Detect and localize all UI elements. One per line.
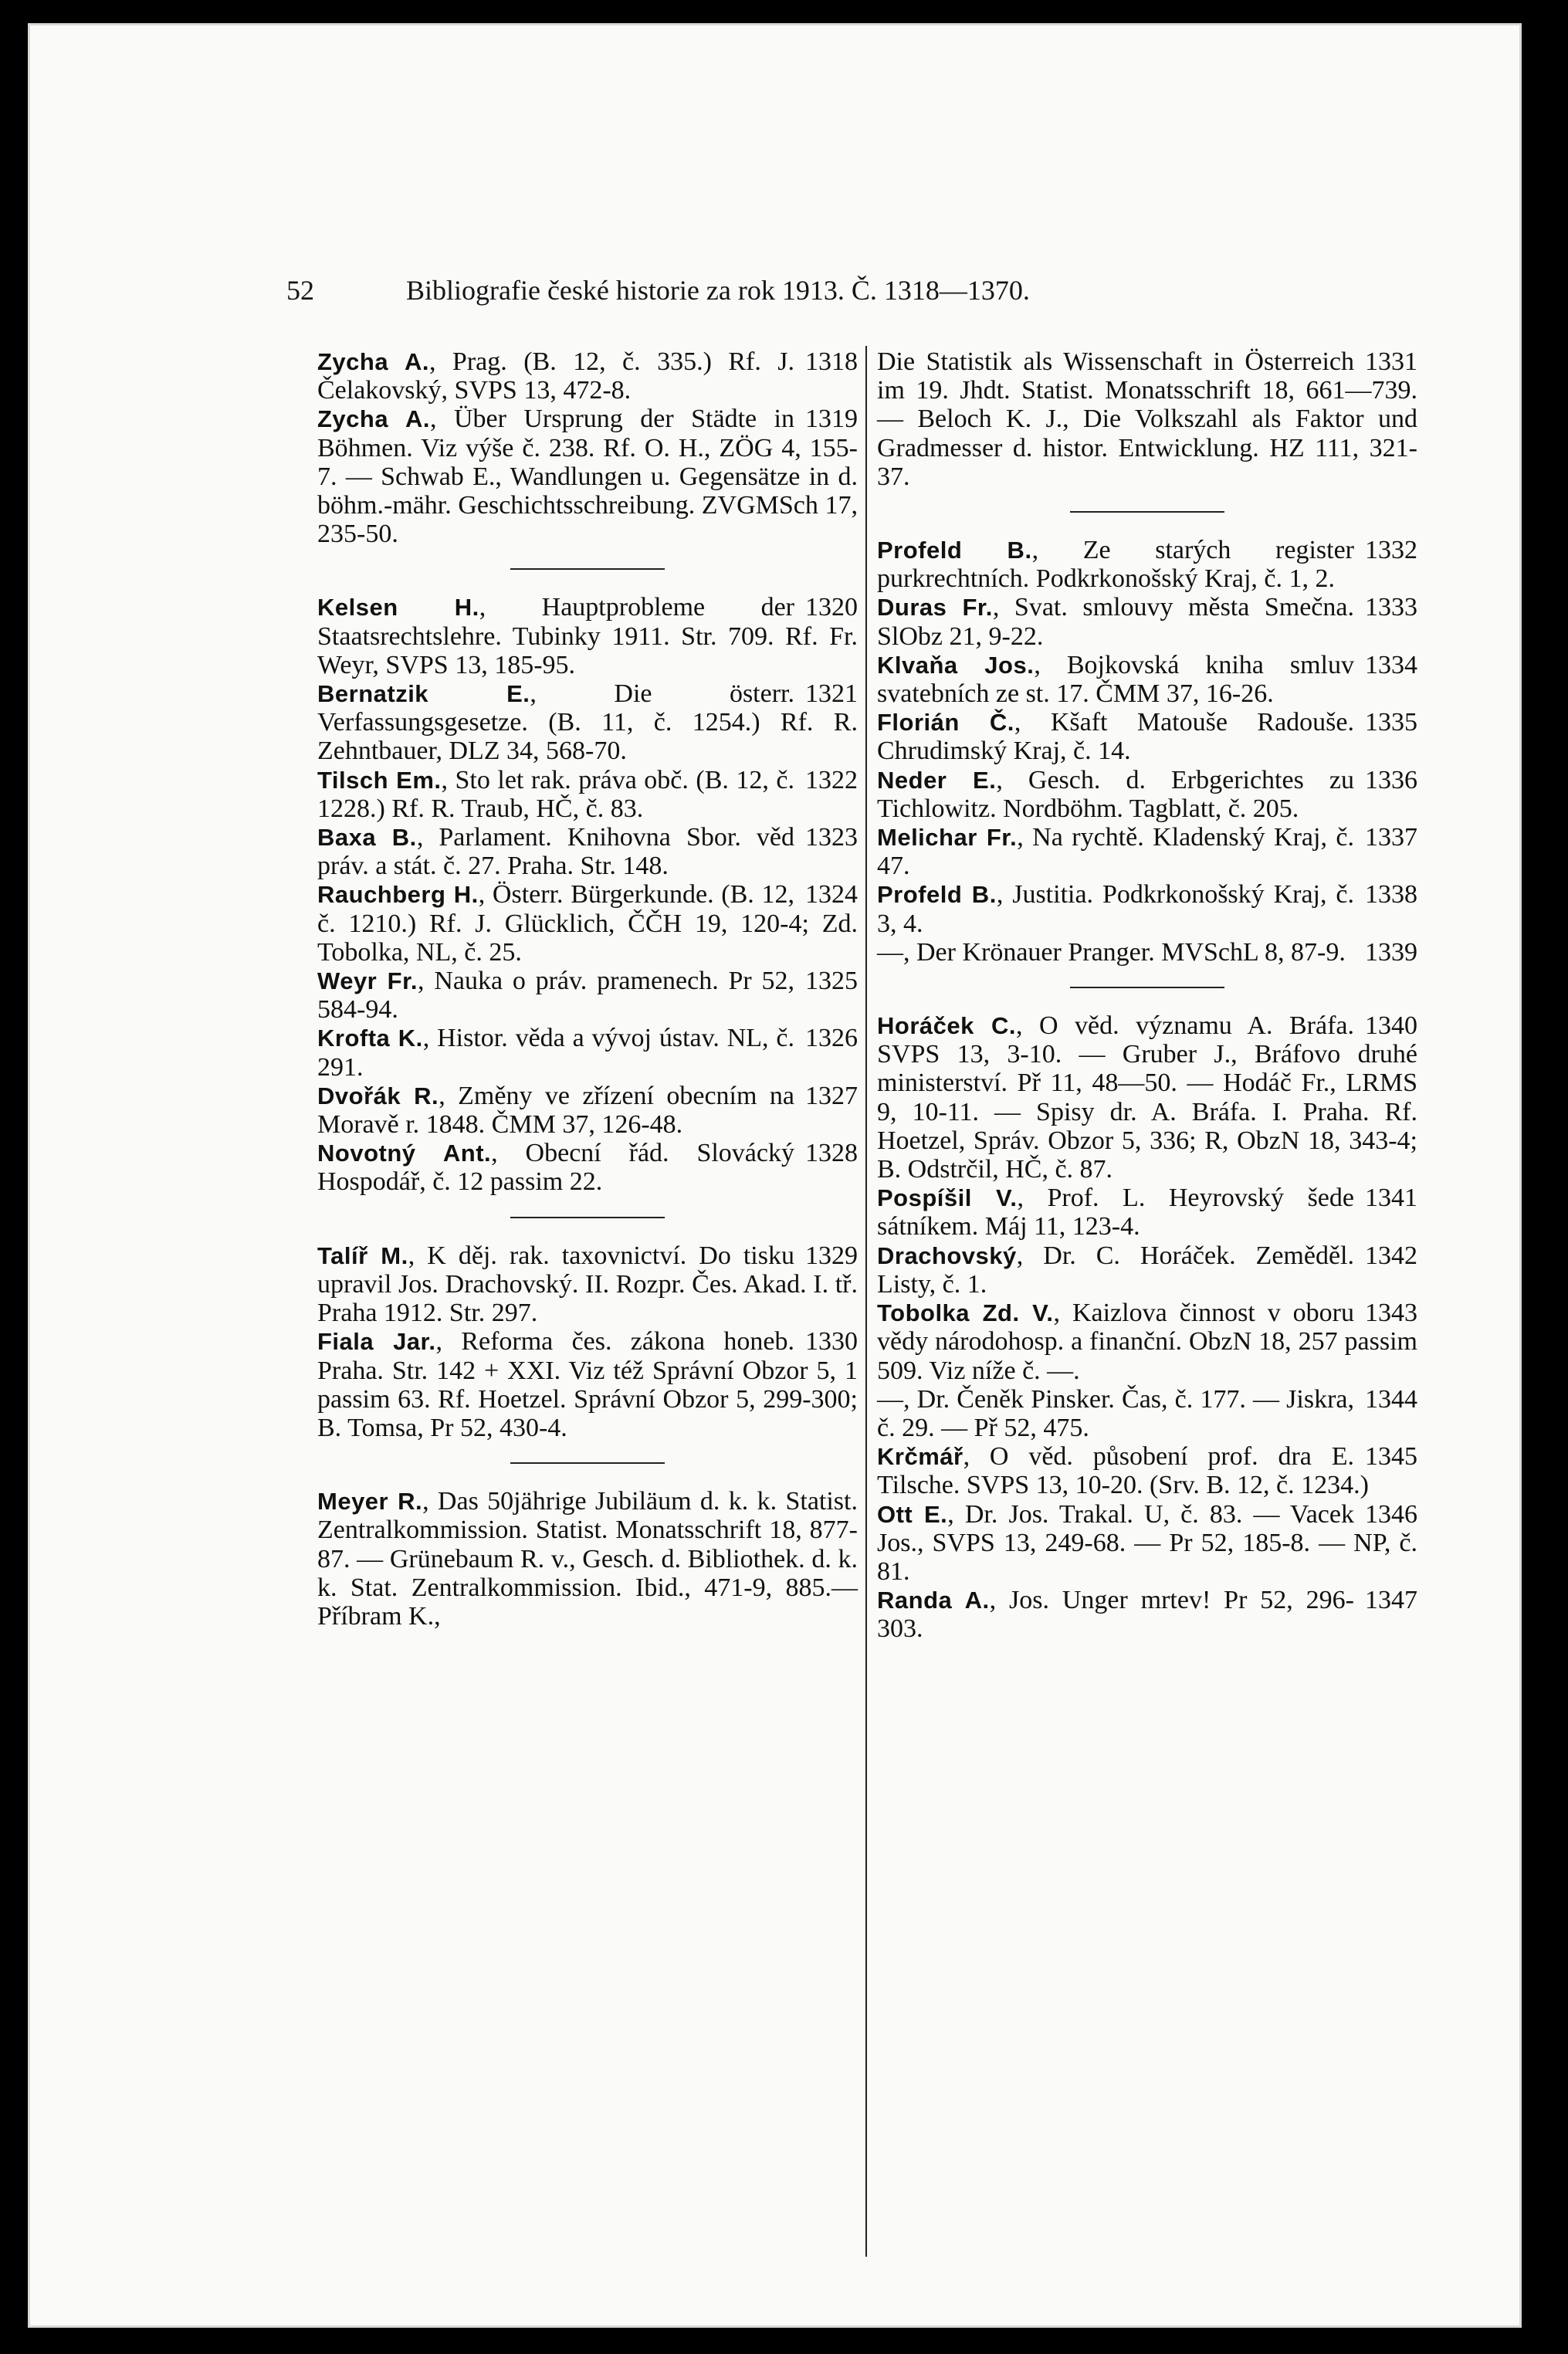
entry-text: , Das 50jährige Jubiläum d. k. k. Statist. Zentralkommission. Statist. Monatsschrift 18, 877-87. — Grünebaum R. v., Gesch. d. Bibliothek. d. k. k. Stat. Zentralkommission. Ibid., 471-9, 885.— Příbram K., [317, 1487, 858, 1631]
entry-author: Meyer R. [317, 1488, 423, 1516]
entry-author: Horáček C. [877, 1012, 1016, 1040]
entry-number: 1334 [1365, 650, 1417, 679]
entry-number: 1347 [1365, 1586, 1417, 1615]
entry-text: , Nauka o práv. pramenech. Pr 52, 584-94. [317, 967, 794, 1025]
entry-number: 1328 [805, 1139, 858, 1168]
bibliography-entry [877, 823, 1417, 880]
entry-author: Weyr Fr. [317, 967, 418, 995]
entry-author: Kelsen H. [317, 594, 479, 622]
bibliography-entry [877, 708, 1417, 765]
entry-text: Die Statistik als Wissenschaft in Österreich im 19. Jhdt. Statist. Monatsschrift 18, 661—739. — Beloch K. J., Die Volkszahl als Faktor und Gradmesser d. histor. Entwicklung. HZ 111, 321-37. [877, 347, 1417, 491]
entry-text: , Obecní řád. Slovácký Hospodář, č. 12 passim 22. [317, 1139, 794, 1197]
entry-text: , Kaizlova činnost v oboru vědy národohosp. a finanční. ObzN 18, 257 passim 509. Viz níže č. —. [877, 1299, 1417, 1385]
entry-text: , Gesch. d. Erbgerichtes zu Tichlowitz. Nordböhm. Tagblatt, č. 205. [877, 765, 1354, 823]
page-title: Bibliografie české historie za rok 1913. Č. 1318—1370. [406, 275, 1030, 306]
entry-number: 1325 [805, 967, 858, 996]
entry-number: 1343 [1365, 1299, 1417, 1328]
entry-author: Pospíšil V. [877, 1184, 1018, 1212]
bibliography-entry [317, 1327, 858, 1442]
entry-author: Bernatzik E. [317, 680, 530, 708]
entry-text: , Prag. (B. 12, č. 335.) Rf. J. Čelakovský, SVPS 13, 472-8. [317, 347, 795, 405]
bibliography-entry [877, 766, 1417, 823]
entry-author: Profeld B. [877, 537, 1032, 564]
entry-text: , Parlament. Knihovna Sbor. věd práv. a stát. č. 27. Praha. Str. 148. [317, 823, 794, 881]
entry-author: Ott E. [877, 1500, 948, 1528]
entry-number: 1320 [805, 593, 858, 622]
bibliography-entry [317, 1487, 858, 1631]
entry-text: , Dr. C. Horáček. Zeměděl. Listy, č. 1. [877, 1241, 1354, 1299]
entry-number: 1340 [1365, 1011, 1417, 1041]
entry-author: Talíř M. [317, 1241, 408, 1269]
entry-number: 1338 [1365, 880, 1417, 909]
entry-author: Dvořák R. [317, 1082, 439, 1109]
bibliography-entry [877, 1241, 1417, 1299]
entry-author: Krofta K. [317, 1025, 423, 1052]
bibliography-entry [877, 938, 1417, 967]
entry-text: , Reforma čes. zákona honeb. Praha. Str. 142 + XXI. Viz též Správní Obzor 5, 1 passim 63. Rf. Hoetzel. Správní Obzor 5, 299-300; B. Tomsa, Pr 52, 430-4. [317, 1327, 858, 1442]
entry-text: —, Der Krönauer Pranger. MVSchL 8, 87-9. [877, 937, 1346, 967]
entry-author: Zycha A. [317, 348, 429, 375]
entry-number: 1337 [1365, 823, 1417, 852]
bibliography-entry [877, 1442, 1417, 1499]
entry-number: 1329 [805, 1241, 858, 1270]
entry-author: Baxa B. [317, 824, 417, 852]
entry-author: Randa A. [877, 1587, 990, 1614]
bibliography-entry [317, 593, 858, 679]
bibliography-entry [877, 1184, 1417, 1241]
entry-number: 1342 [1365, 1241, 1417, 1270]
entry-text: , Ze starých register purkrechtních. Podkrkonošský Kraj, č. 1, 2. [877, 536, 1354, 594]
entry-text: , Jos. Unger mrtev! Pr 52, 296-303. [877, 1586, 1354, 1644]
column-divider [865, 346, 867, 2257]
entry-number: 1322 [805, 765, 858, 794]
entry-text: , Na rychtě. Kladenský Kraj, č. 47. [877, 823, 1354, 881]
document-page [28, 23, 1522, 2328]
bibliography-entry [317, 766, 858, 823]
entry-author: Neder E. [877, 766, 997, 794]
entry-number: 1321 [805, 679, 858, 709]
bibliography-entry [877, 1500, 1417, 1587]
bibliography-entry [317, 1139, 858, 1196]
entry-number: 1346 [1365, 1499, 1417, 1529]
entry-number: 1318 [805, 347, 858, 376]
section-separator [510, 1217, 665, 1218]
entry-text: , Die österr. Verfassungsgesetze. (B. 11, č. 1254.) Rf. R. Zehntbauer, DLZ 34, 568-70. [317, 679, 858, 766]
entry-author: Novotný Ant. [317, 1140, 492, 1167]
bibliography-entry [317, 347, 858, 405]
page-header [286, 274, 1417, 307]
entry-number: 1330 [805, 1327, 858, 1357]
entry-number: 1335 [1365, 708, 1417, 737]
entry-text: , Dr. Jos. Trakal. U, č. 83. — Vacek Jos., SVPS 13, 249-68. — Pr 52, 185-8. — NP, č. 81. [877, 1499, 1417, 1586]
bibliography-entry [317, 880, 858, 967]
entry-text: , K děj. rak. taxovnictví. Do tisku upravil Jos. Drachovský. II. Rozpr. Čes. Akad. I. tř. Praha 1912. Str. 297. [317, 1241, 858, 1328]
entry-text: , Über Ursprung der Städte in Böhmen. Viz výše č. 238. Rf. O. H., ZÖG 4, 155-7. — Schwab E., Wandlungen u. Gegensätze in d. böhm.-mähr. Geschichtsschreibung. ZVGMSch 17, 235-50. [317, 405, 858, 549]
entry-text: , Hauptprobleme der Staatsrechtslehre. Tubinky 1911. Str. 709. Rf. Fr. Weyr, SVPS 13, 185-95. [317, 593, 858, 679]
entry-author: Melichar Fr. [877, 824, 1018, 852]
entry-author: Duras Fr. [877, 594, 993, 622]
entry-text: , Změny ve zřízení obecním na Moravě r. 1848. ČMM 37, 126-48. [317, 1081, 794, 1140]
entry-number: 1341 [1365, 1184, 1417, 1213]
entry-number: 1331 [1365, 347, 1417, 376]
entry-author: Drachovský [877, 1241, 1017, 1269]
bibliography-entry [877, 1586, 1417, 1643]
section-separator [1070, 511, 1224, 513]
bibliography-entry [877, 880, 1417, 937]
entry-number: 1336 [1365, 765, 1417, 794]
bibliography-entry [877, 347, 1417, 491]
section-separator [510, 568, 665, 570]
entry-number: 1345 [1365, 1442, 1417, 1472]
bibliography-entry [877, 593, 1417, 650]
entry-number: 1319 [805, 405, 858, 434]
entry-text: , Histor. věda a vývoj ústav. NL, č. 291. [317, 1024, 794, 1082]
entry-author: Tilsch Em. [317, 766, 442, 794]
entry-text: , Bojkovská kniha smluv svatebních ze st. 17. ČMM 37, 16-26. [877, 650, 1354, 709]
entry-author: Profeld B. [877, 881, 997, 909]
bibliography-entry [877, 1385, 1417, 1442]
bibliography-entry [317, 967, 858, 1024]
left-column [317, 347, 858, 1631]
entry-author: Krčmář [877, 1443, 963, 1471]
bibliography-entry [877, 1011, 1417, 1184]
entry-author: Klvaňa Jos. [877, 651, 1035, 679]
entry-text: , Svat. smlouvy města Smečna. SlObz 21, 9-22. [877, 593, 1354, 651]
bibliography-entry [317, 1241, 858, 1328]
entry-number: 1332 [1365, 536, 1417, 565]
bibliography-entry [317, 405, 858, 548]
entry-text: , Prof. L. Heyrovský šede sátníkem. Máj 11, 123-4. [877, 1184, 1354, 1241]
entry-text: —, Dr. Čeněk Pinsker. Čas, č. 177. — Jiskra, č. 29. — Př 52, 475. [877, 1384, 1354, 1442]
entry-text: , Justitia. Podkrkonošský Kraj, č. 3, 4. [877, 880, 1354, 938]
entry-number: 1324 [805, 880, 858, 909]
bibliography-entry [877, 536, 1417, 593]
section-separator [1070, 987, 1224, 988]
entry-text: , O věd. působení prof. dra E. Tilsche. SVPS 13, 10-20. (Srv. B. 12, č. 1234.) [877, 1442, 1369, 1500]
right-column [877, 347, 1417, 1644]
entry-number: 1323 [805, 823, 858, 852]
entry-number: 1326 [805, 1024, 858, 1053]
bibliography-entry [317, 823, 858, 880]
entry-text: , Kšaft Matouše Radouše. Chrudimský Kraj, č. 14. [877, 708, 1355, 766]
entry-author: Rauchberg H. [317, 881, 479, 909]
bibliography-entry [317, 1024, 858, 1081]
entry-text: , Österr. Bürgerkunde. (B. 12, č. 1210.) Rf. J. Glücklich, ČČH 19, 120-4; Zd. Tobolka, NL, č. 25. [317, 880, 858, 967]
bibliography-entry [877, 1299, 1417, 1385]
entry-number: 1339 [1365, 937, 1417, 967]
section-separator [510, 1462, 665, 1464]
entry-author: Tobolka Zd. V. [877, 1299, 1054, 1327]
entry-author: Zycha A. [317, 405, 431, 433]
entry-author: Florián Č. [877, 709, 1014, 737]
entry-number: 1344 [1365, 1384, 1417, 1414]
bibliography-entry [877, 651, 1417, 708]
entry-text: , Sto let rak. práva obč. (B. 12, č. 1228.) Rf. R. Traub, HČ, č. 83. [317, 765, 794, 823]
page-number: 52 [286, 275, 314, 306]
entry-number: 1327 [805, 1081, 858, 1110]
entry-number: 1333 [1365, 593, 1417, 622]
bibliography-entry [317, 679, 858, 766]
entry-author: Fiala Jar. [317, 1328, 436, 1356]
entry-text: , O věd. významu A. Bráfa. SVPS 13, 3-10. — Gruber J., Bráfovo druhé ministerství. Př 11, 48—50. — Hodáč Fr., LRMS 9, 10-11. — Spisy dr. A. Bráfa. I. Praha. Rf. Hoetzel, Správ. Obzor 5, 336; R, ObzN 18, 343-4; B. Odstrčil, HČ, č. 87. [877, 1011, 1417, 1184]
bibliography-entry [317, 1082, 858, 1139]
